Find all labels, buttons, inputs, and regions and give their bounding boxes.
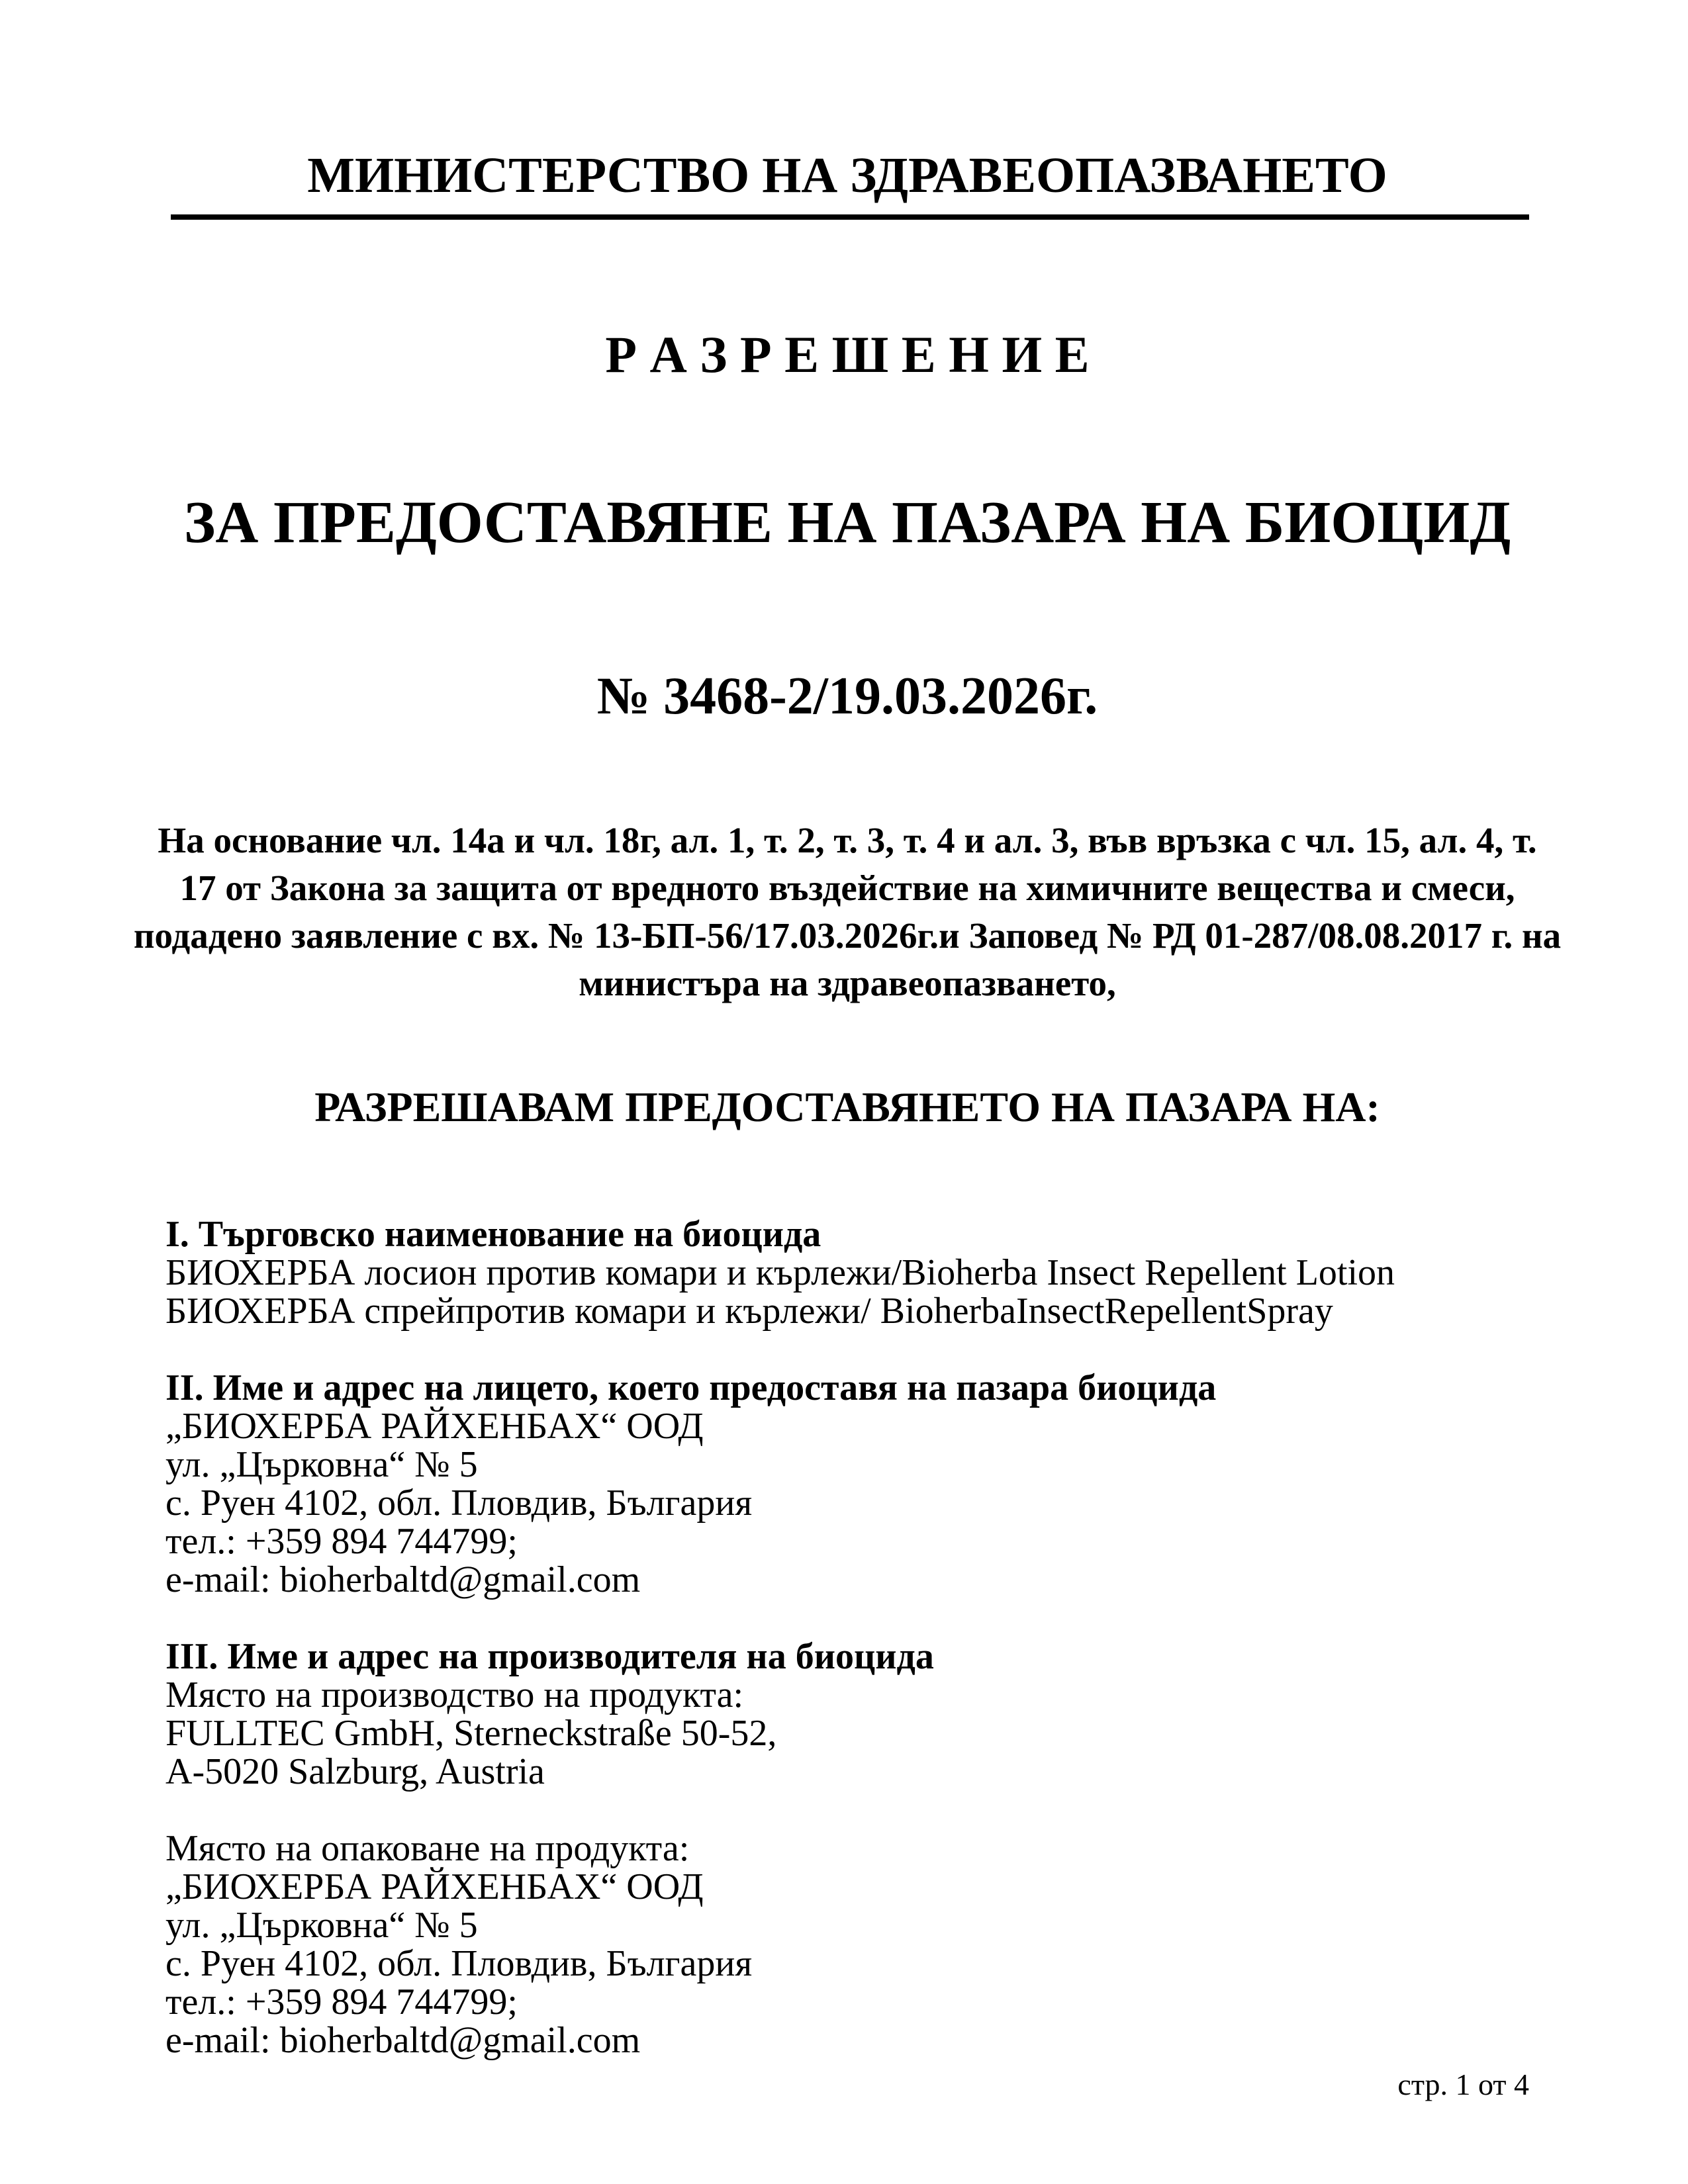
section-1-heading: I. Търговско наименование на биоцида — [165, 1214, 821, 1255]
trade-name-spray: БИОХЕРБА спрейпротив комари и кърлежи/ BioherbaInsectRepellentSpray — [165, 1291, 1333, 1332]
legal-basis-line-3: подадено заявление с вх. № 13-БП-56/17.03.2026г.и Заповед № РД 01-287/08.08.2017 г. на — [133, 915, 1562, 956]
legal-basis-line-1: На основание чл. 14а и чл. 18г, ал. 1, т. 2, т. 3, т. 4 и ал. 3, във връзка с чл. 15, ал. 4, т. — [158, 820, 1537, 860]
section-trade-name — [165, 1215, 1556, 1330]
legal-basis-paragraph — [66, 817, 1628, 1007]
document-number: № 3468-2/19.03.2026г. — [596, 667, 1098, 725]
page-number: стр. 1 от 4 — [1397, 2068, 1529, 2101]
legal-basis-line-2: 17 от Закона за защита от вредното въздействие на химичните вещества и смеси, — [179, 868, 1515, 908]
decision-statement: РАЗРЕШАВАМ ПРЕДОСТАВЯНЕТО НА ПАЗАРА НА: — [314, 1083, 1380, 1130]
section-manufacturer — [165, 1637, 1556, 2060]
section-market-provider — [165, 1369, 1556, 1599]
body-column — [165, 1215, 1556, 2060]
packaging-company-name: „БИОХЕРБА РАЙХЕНБАХ“ ООД — [165, 1866, 704, 1907]
production-company: FULLTEC GmbH, Sterneckstraße 50-52, — [165, 1713, 777, 1754]
production-city: A-5020 Salzburg, Austria — [165, 1751, 545, 1792]
document-subtitle: ЗА ПРЕДОСТАВЯНЕ НА ПАЗАРА НА БИОЦИД — [183, 490, 1511, 555]
production-site-label: Място на производство на продукта: — [165, 1674, 744, 1715]
packaging-city: с. Руен 4102, обл. Пловдив, България — [165, 1943, 753, 1984]
packaging-site-label: Място на опаковане на продукта: — [165, 1828, 690, 1869]
legal-basis-line-4: министъра на здравеопазването, — [579, 963, 1116, 1003]
provider-street: ул. „Църковна“ № 5 — [165, 1444, 478, 1485]
provider-company-name: „БИОХЕРБА РАЙХЕНБАХ“ ООД — [165, 1406, 704, 1447]
provider-city: с. Руен 4102, обл. Пловдив, България — [165, 1482, 753, 1524]
section-3-heading: III. Име и адрес на производителя на биоцида — [165, 1636, 934, 1677]
header-rule — [171, 214, 1529, 220]
packaging-street: ул. „Църковна“ № 5 — [165, 1905, 478, 1946]
packaging-email: e-mail: bioherbaltd@gmail.com — [165, 2020, 641, 2061]
provider-email: e-mail: bioherbaltd@gmail.com — [165, 1559, 641, 1600]
ministry-header-title: МИНИСТЕРСТВО НА ЗДРАВЕОПАЗВАНЕТО — [307, 148, 1387, 203]
document-type-title: Р А З Р Е Ш Е Н И Е — [605, 326, 1090, 383]
trade-name-lotion: БИОХЕРБА лосион против комари и кърлежи/Bioherba Insect Repellent Lotion — [165, 1252, 1395, 1293]
section-2-heading: II. Име и адрес на лицето, което предоставя на пазара биоцида — [165, 1367, 1217, 1408]
packaging-site-block — [165, 1829, 1556, 2060]
packaging-phone: тел.: +359 894 744799; — [165, 1981, 518, 2023]
provider-phone: тел.: +359 894 744799; — [165, 1521, 518, 1562]
